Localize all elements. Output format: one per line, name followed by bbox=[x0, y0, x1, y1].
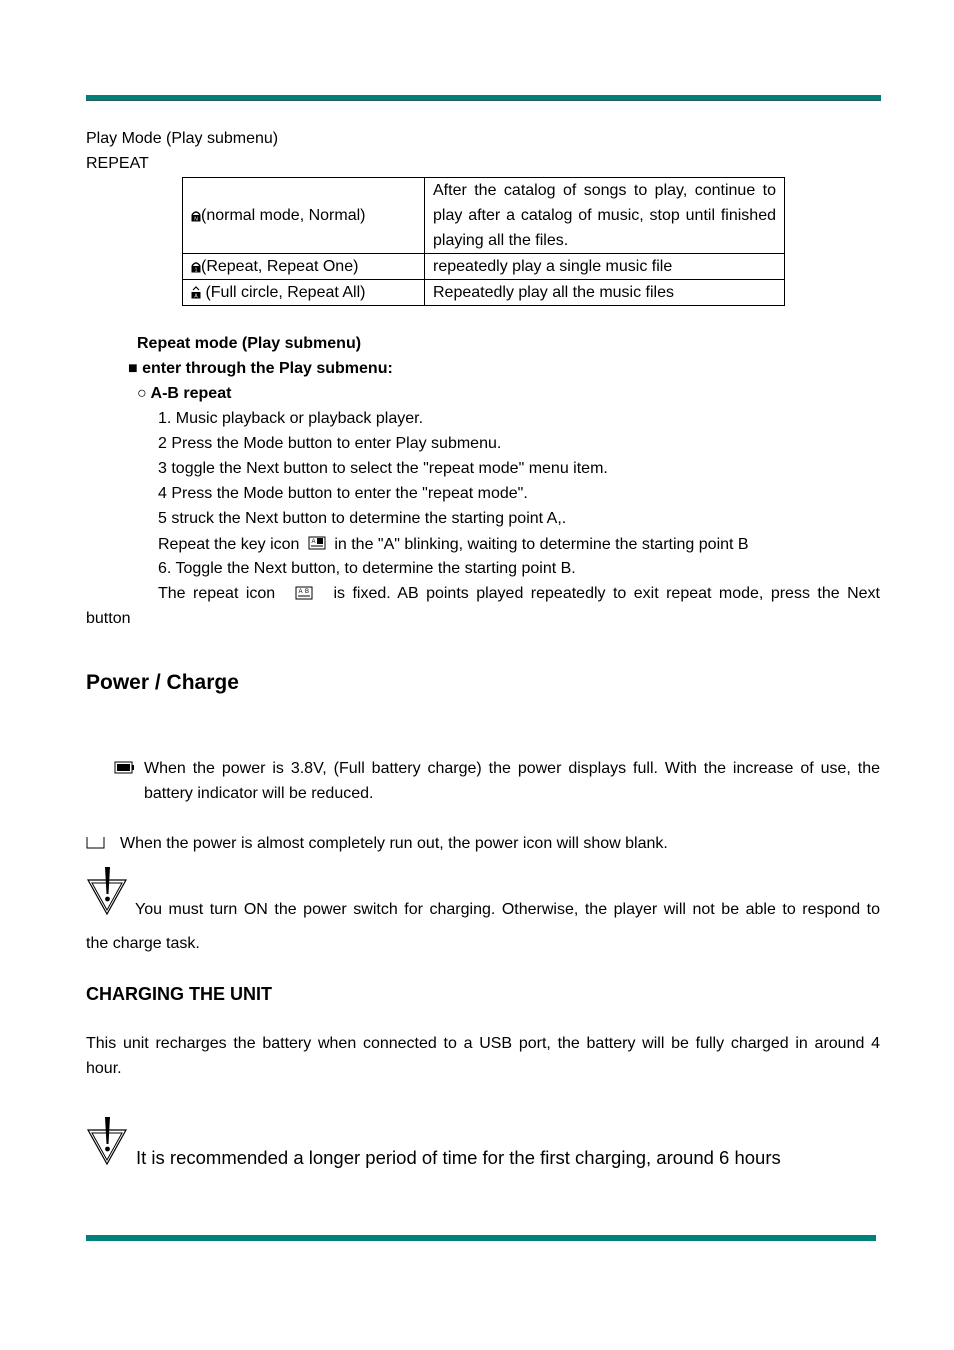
mode-label: (Repeat, Repeat One) bbox=[201, 258, 359, 275]
step-item: 4 Press the Mode button to enter the "repeat mode". bbox=[158, 485, 528, 502]
table-cell-mode bbox=[183, 280, 425, 306]
step-item: 3 toggle the Next button to select the "repeat mode" menu item. bbox=[158, 460, 608, 477]
header-rule bbox=[86, 95, 881, 101]
warning-icon bbox=[86, 1116, 128, 1166]
repeat-mode-table bbox=[182, 177, 785, 306]
step-item: 5 struck the Next button to determine the starting point A,. bbox=[158, 510, 567, 527]
mode-label: (normal mode, Normal) bbox=[201, 207, 366, 224]
battery-empty-icon bbox=[86, 836, 106, 849]
fixed-tail: button bbox=[86, 610, 131, 627]
svg-text:A: A bbox=[298, 589, 303, 595]
table-cell-desc: repeatedly play a single music file bbox=[425, 254, 785, 280]
repeat-label: REPEAT bbox=[86, 155, 149, 172]
normal-mode-icon bbox=[191, 209, 201, 222]
table-cell-mode bbox=[183, 254, 425, 280]
enter-submenu-line: ■ enter through the Play submenu: bbox=[128, 360, 393, 377]
repeat-one-icon bbox=[191, 260, 201, 273]
repeat-mode-heading: Repeat mode (Play submenu) bbox=[137, 335, 362, 352]
ab-repeat-a-icon bbox=[308, 536, 326, 551]
repeat-all-icon bbox=[191, 286, 201, 299]
svg-text:N: N bbox=[194, 216, 198, 222]
charging-text-2: hour. bbox=[86, 1060, 122, 1077]
step-item: 1. Music playback or playback player. bbox=[158, 410, 424, 427]
svg-text:1: 1 bbox=[194, 267, 198, 273]
charging-heading: CHARGING THE UNIT bbox=[86, 984, 272, 1004]
table-cell-desc: After the catalog of songs to play, continue to play after a catalog of music, stop until finished playing all the files. bbox=[425, 178, 785, 254]
table-cell-desc: Repeatedly play all the music files bbox=[425, 280, 785, 306]
power-empty-text: When the power is almost completely run out, the power icon will show blank. bbox=[120, 835, 668, 852]
table-row bbox=[183, 254, 785, 280]
mode-label: (Full circle, Repeat All) bbox=[201, 284, 366, 301]
charging-text-1: This unit recharges the battery when connected to a USB port, the battery will be fully charged in around 4 bbox=[86, 1035, 880, 1052]
svg-text:A: A bbox=[194, 293, 198, 299]
step-item: 6. Toggle the Next button, to determine the starting point B. bbox=[158, 560, 576, 577]
charge-note-text-2: the charge task. bbox=[86, 935, 200, 952]
table-row bbox=[183, 178, 785, 254]
svg-text:A: A bbox=[311, 539, 316, 545]
ab-repeat-heading: ○ A-B repeat bbox=[137, 385, 232, 402]
power-heading: Power / Charge bbox=[86, 671, 239, 694]
warning-icon bbox=[86, 866, 128, 916]
section-title: Play Mode (Play submenu) bbox=[86, 130, 279, 147]
fixed-text-pre: The repeat icon bbox=[158, 585, 276, 602]
blink-text-pre: Repeat the key icon bbox=[158, 536, 300, 553]
table-row bbox=[183, 280, 785, 306]
svg-text:B: B bbox=[305, 589, 310, 595]
fixed-text-post: is fixed. AB points played repeatedly to exit repeat mode, press the Next bbox=[333, 585, 880, 602]
blink-text-post: in the "A" blinking, waiting to determine the starting point B bbox=[334, 536, 749, 553]
first-charge-note: It is recommended a longer period of time for the first charging, around 6 hours bbox=[136, 1147, 781, 1168]
table-cell-mode bbox=[183, 178, 425, 254]
step-item: 2 Press the Mode button to enter Play submenu. bbox=[158, 435, 502, 452]
ab-repeat-fixed-icon bbox=[295, 586, 313, 601]
power-full-text-1: When the power is 3.8V, (Full battery charge) the power displays full. With the increase of use, the bbox=[144, 760, 880, 777]
fixed-line bbox=[158, 586, 880, 602]
footer-rule bbox=[86, 1235, 876, 1241]
battery-full-icon bbox=[114, 761, 134, 774]
blink-line bbox=[158, 536, 749, 553]
power-full-text-2: battery indicator will be reduced. bbox=[144, 785, 374, 802]
charge-note-text-1: You must turn ON the power switch for charging. Otherwise, the player will not be able to respond to bbox=[135, 901, 880, 918]
